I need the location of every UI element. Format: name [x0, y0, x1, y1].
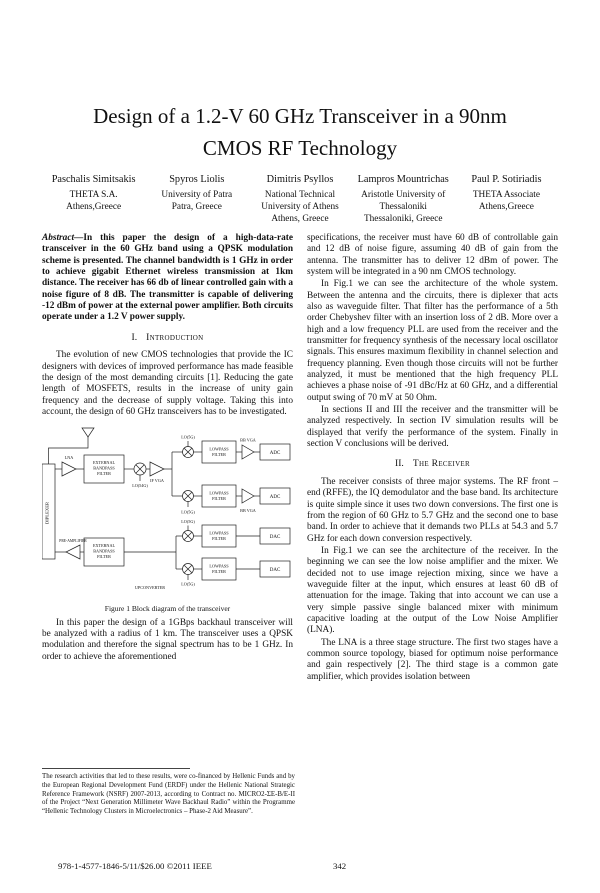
author-affiliation: Thessaloniki	[379, 201, 427, 212]
bpf-label: FILTER	[97, 554, 111, 560]
lna-label: LNA	[64, 455, 74, 461]
dac-label: DAC	[269, 568, 281, 574]
section-title: Introduction	[146, 331, 204, 343]
footnote-text: The research activities that led to these results, were co-financed by Hellenic Funds and by the European Regional Development Fund (ERDF) under the Hellenic National Strategic Reference Framework (NSRF) 2007-2013, according to Contract no. MICRO2-ΣΕ-Β/Ε-ΙΙ of the Project “Next Generation Millimeter Wave Backhaul Radio” within the Programme “Hellenic Technology Clusters in Microelectronics – Phase-2 Aid Measure”.	[42, 773, 295, 816]
abstract-paragraph	[42, 233, 293, 324]
author-2	[145, 173, 248, 225]
paragraph: In Fig.1 we can see the architecture of the receiver. In the beginning we can see the low noise amplifier and the mixer. We decided not to use image rejection mixing, since we have a waveguide filter at the input, which ensures at least 60 dB of attenuation for the image. Taking that into account we can use a very simple passive single balanced mixer with minimum capacitive loading at the output of the Low Noise Amplifier (LNA).	[307, 545, 558, 636]
paper-title-line1: Design of a 1.2-V 60 GHz Transceiver in a 90nm	[93, 104, 507, 128]
lo-label: LO(5G)	[181, 509, 195, 515]
lpf-label: LOWPASS	[209, 530, 229, 536]
section-heading-receiver	[307, 458, 558, 470]
lna-amplifier-icon	[62, 462, 76, 476]
lo-label: LO(5G)	[181, 581, 195, 587]
if-vga-label: IF VGA	[150, 478, 164, 484]
figure-caption: Figure 1 Block diagram of the transceiver	[104, 603, 231, 613]
abstract-lead: Abstract—	[42, 233, 84, 243]
left-column	[42, 233, 293, 684]
author-name: Spyros Liolis	[169, 174, 225, 185]
author-affiliation: THETA S.A.	[69, 189, 118, 200]
bpf-label: FILTER	[97, 471, 111, 477]
author-affiliation: National Technical	[264, 189, 336, 200]
antenna-icon	[82, 428, 94, 437]
bpf-label: EXTERNAL	[92, 460, 116, 466]
author-5	[455, 173, 558, 225]
right-column	[307, 233, 558, 684]
diagram-shapes	[42, 428, 290, 580]
section-title: The Receiver	[412, 458, 470, 470]
lo-label: LO(54G)	[132, 483, 148, 489]
paper-title-line2: CMOS RF Technology	[202, 135, 398, 160]
figure-1-diagram	[42, 424, 295, 596]
lpf-label: FILTER	[212, 569, 226, 575]
author-1	[42, 173, 145, 225]
abstract-text: In this paper the design of a high-data-rate transceiver in the 60 GHz band using a QPSK modulation scheme is presented. The channel bandwidth is 1 GHz in order to achieve gigabit Ethernet wireless transmission at 1km distance. The receiver has 66 db of linear controlled gain with a noise figure of 8 dB. The transmitter is capable of delivering -12 dBm of power at the external power amplifier. Both circuits operate under a 1.2 V power supply.	[42, 233, 293, 323]
paragraph: In Fig.1 we can see the architecture of the whole system. Between the antenna and the circuits, there is diplexer that acts also as waveguide filter. That filter has the performance of a 5th order Chebyshev filter with an insertion loss of 2 dB. More over a high and a low frequency PLL are used from the receiver and the transmitter for frequency synthesis of the necessary local oscillator signals. This ensures maximum flexibility in channel selection and frequency planning. Even though those circuits will not be further analyzed, it must be mentioned that the high frequency PLL achieves a phase noise of -91 dBc/Hz at 60 GHz, and a differential output swing of 70 mV at 50 Ohm.	[307, 279, 558, 403]
page-number: 342	[333, 861, 347, 871]
author-location: Athens,Greece	[66, 201, 122, 212]
paragraph: The evolution of new CMOS technologies that provide the IC designers with devices of improved performance has made feasible the design of the most demanding circuits [1]. Reducing the gate length of MOSFETS, results in the increase of unity gain frequency and the decrease of supply voltage. Taking this into account, the design of 60 GHz transceivers has to be investigated.	[42, 350, 293, 417]
lo-label: LO(5G)	[181, 434, 195, 440]
lpf-label: FILTER	[212, 536, 226, 542]
author-location: Athens, Greece	[271, 214, 329, 225]
lpf-label: LOWPASS	[209, 446, 229, 452]
section-number: II.	[395, 458, 404, 470]
bpf-label: BANDPASS	[93, 465, 115, 471]
upconverter-label: UPCONVERTER	[134, 585, 166, 591]
author-location: Thessaloniki, Greece	[363, 214, 443, 225]
body-columns	[42, 233, 558, 684]
paragraph: The receiver consists of three major systems. The RF front – end (RFFE), the IQ demodulator and the base band. Its architecture is quite simple since it uses two down conversions. The first one is from the region of 60 GHz to 5.7 GHz and the second one to base band. In order to achieve that it demands two PLLs at 54.3 and 5.7 GHz for each down conversion respectively.	[307, 476, 558, 544]
lpf-label: LOWPASS	[209, 490, 229, 496]
dac-label: DAC	[269, 535, 281, 541]
adc-label: ADC	[269, 451, 281, 457]
if-vga-amplifier-icon	[150, 462, 164, 476]
copyright-line: 978-1-4577-1846-5/11/$26.00 ©2011 IEEE	[58, 861, 212, 871]
paragraph: specifications, the receiver must have 60 dB of controllable gain and 12 dB of noise figure, assuming 40 dB of gain from the antenna. The transmitter has to deliver 12 dBm of power. The system will be integrated in a 90 nm CMOS technology.	[307, 233, 558, 277]
author-affiliation: Aristotle University of	[361, 189, 446, 200]
lo-label: LO(5G)	[181, 519, 195, 525]
author-3	[248, 173, 351, 225]
section-heading-introduction	[42, 332, 293, 344]
bpf-label: BANDPASS	[93, 548, 115, 554]
bb-vga-amplifier-icon	[242, 445, 254, 459]
lpf-label: FILTER	[212, 496, 226, 502]
author-4	[352, 173, 455, 225]
adc-label: ADC	[269, 495, 281, 501]
bb-vga-label: BB VGA	[240, 437, 256, 443]
author-location: Athens,Greece	[478, 201, 534, 212]
lpf-label: LOWPASS	[209, 563, 229, 569]
preamplifier-icon	[66, 545, 80, 559]
diagram-labels	[45, 435, 281, 591]
lpf-label: FILTER	[212, 452, 226, 458]
author-affiliation: THETA Associate	[472, 189, 540, 200]
paper-title	[0, 101, 600, 164]
author-block	[42, 173, 558, 225]
author-name: Paschalis Simitsakis	[51, 174, 136, 185]
author-name: Lampros Mountrichas	[357, 174, 449, 185]
figure-1	[42, 424, 293, 612]
bb-vga-label: BB VGA	[240, 508, 256, 514]
bpf-label: EXTERNAL	[92, 543, 116, 549]
author-affiliation: University of Patra	[161, 189, 233, 200]
author-name: Paul P. Sotiriadis	[471, 174, 542, 185]
section-number: I.	[131, 331, 138, 343]
author-location: Patra, Greece	[171, 201, 222, 212]
funding-footnote	[42, 768, 295, 817]
preamplifier-label: PRE-AMPLIFIER	[59, 539, 87, 544]
paragraph: In this paper the design of a 1GBps backhaul transceiver will be analyzed with a radius of 1 km. The transceiver uses a QPSK modulation and therefore the signal spectrum has to be 1 GHz. In order to achieve the aforementioned	[42, 617, 293, 662]
diplexer-label: DIPLEXER	[44, 502, 50, 525]
bb-vga-amplifier-icon	[242, 489, 254, 503]
author-name: Dimitris Psyllos	[266, 174, 334, 185]
paragraph: The LNA is a three stage structure. The first two stages have a common source topology, biased for optimum noise performance and gain respectively [2]. The third stage is a common gate amplifier, which provides isolation between	[307, 637, 558, 682]
paragraph: In sections II and III the receiver and the transmitter will be analyzed respectively. In section IV simulation results will be displayed that verify the performance of the system. Finally in section V conclusions will be derived.	[307, 404, 558, 449]
footnote-separator-rule	[42, 768, 190, 769]
author-affiliation: University of Athens	[261, 201, 339, 212]
